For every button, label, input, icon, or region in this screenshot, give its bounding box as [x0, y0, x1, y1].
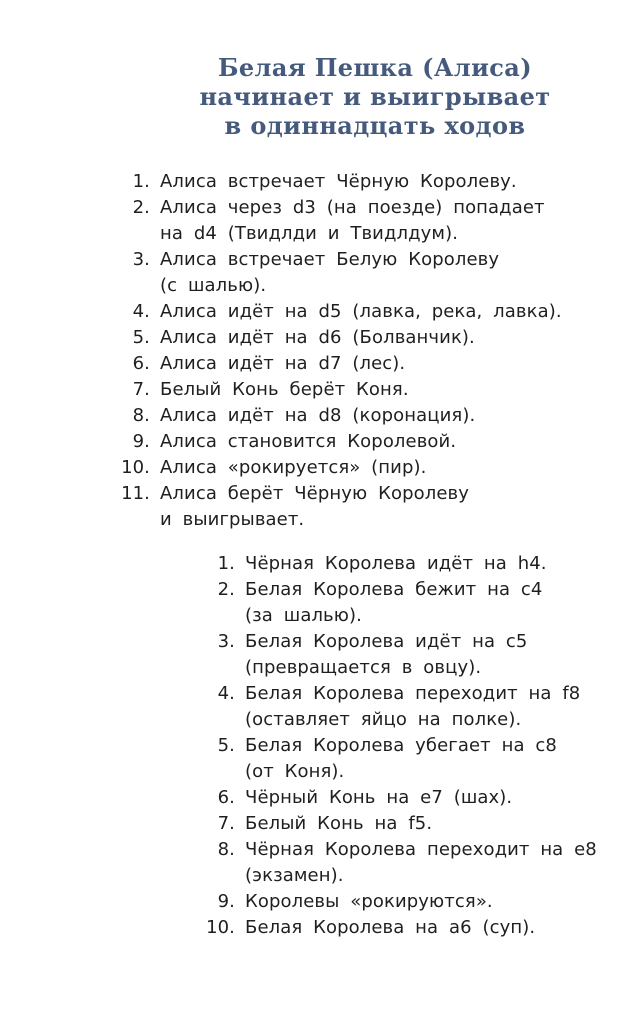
move-text-line: Алиса через d3 (на поезде) попадает [160, 197, 545, 218]
move-number: 5. [132, 327, 150, 348]
black-move-4 [201, 681, 597, 733]
move-text-line: Чёрная Королева переходит на e8 [245, 839, 597, 860]
move-text-line: (оставляет яйцо на полке). [245, 709, 522, 730]
move-text-line: Алиса встречает Чёрную Королеву. [160, 171, 517, 192]
move-number: 7. [217, 813, 235, 834]
move-text-line: (от Коня). [245, 761, 345, 782]
move-number: 2. [132, 197, 150, 218]
black-move-2 [201, 577, 597, 629]
move-number: 9. [217, 891, 235, 912]
move-text-line: и выигрывает. [160, 509, 305, 530]
white-move-1 [116, 169, 562, 195]
white-move-10 [116, 455, 562, 481]
black-move-5 [201, 733, 597, 785]
title-line-1: Белая Пешка (Алиса) [217, 53, 533, 82]
move-text-line: Белая Королева убегает на c8 [245, 735, 557, 756]
title-line-2: начинает и выигрывает [199, 82, 551, 111]
move-number: 8. [132, 405, 150, 426]
black-move-10 [201, 915, 597, 941]
move-number: 3. [132, 249, 150, 270]
move-number: 4. [132, 301, 150, 322]
move-text-line: Алиса идёт на d7 (лес). [160, 353, 406, 374]
black-move-9 [201, 889, 597, 915]
move-text-line: Алиса становится Королевой. [160, 431, 457, 452]
move-text-line: Белый Конь берёт Коня. [160, 379, 409, 400]
move-text-line: Алиса берёт Чёрную Королеву [160, 483, 469, 504]
move-number: 9. [132, 431, 150, 452]
move-text-line: Алиса встречает Белую Королеву [160, 249, 500, 270]
white-move-8 [116, 403, 562, 429]
move-text-line: (с шалью). [160, 275, 267, 296]
white-move-4 [116, 299, 562, 325]
move-text-line: Белый Конь на f5. [245, 813, 433, 834]
move-number: 1. [217, 553, 235, 574]
white-move-2 [116, 195, 562, 247]
move-number: 7. [132, 379, 150, 400]
move-text-line: Белая Королева переходит на f8 [245, 683, 581, 704]
move-number: 5. [217, 735, 235, 756]
move-text-line: Белая Королева идёт на c5 [245, 631, 528, 652]
move-number: 4. [217, 683, 235, 704]
title-line-3: в одиннадцать ходов [224, 111, 526, 140]
move-text-line: (экзамен). [245, 865, 344, 886]
move-number: 2. [217, 579, 235, 600]
black-move-6 [201, 785, 597, 811]
move-number: 1. [132, 171, 150, 192]
move-number: 10. [121, 457, 150, 478]
move-text-line: Белая Королева на a6 (суп). [245, 917, 536, 938]
move-text-line: Чёрная Королева идёт на h4. [245, 553, 547, 574]
move-number: 6. [132, 353, 150, 374]
move-text-line: Белая Королева бежит на c4 [245, 579, 543, 600]
white-moves-list [116, 169, 562, 533]
move-text-line: Алиса «рокируется» (пир). [160, 457, 427, 478]
move-text-line: Алиса идёт на d8 (коронация). [160, 405, 476, 426]
white-move-3 [116, 247, 562, 299]
black-move-7 [201, 811, 597, 837]
page-title [140, 53, 610, 140]
move-number: 3. [217, 631, 235, 652]
move-number: 11. [121, 483, 150, 504]
move-text-line: Королевы «рокируются». [245, 891, 493, 912]
move-number: 8. [217, 839, 235, 860]
move-text-line: (за шалью). [245, 605, 362, 626]
move-text-line: Алиса идёт на d5 (лавка, река, лавка). [160, 301, 562, 322]
black-move-8 [201, 837, 597, 889]
move-number: 6. [217, 787, 235, 808]
black-move-3 [201, 629, 597, 681]
black-moves-list [201, 551, 597, 941]
white-move-5 [116, 325, 562, 351]
white-move-9 [116, 429, 562, 455]
white-move-11 [116, 481, 562, 533]
move-text-line: (превращается в овцу). [245, 657, 482, 678]
white-move-6 [116, 351, 562, 377]
move-text-line: Чёрный Конь на e7 (шах). [245, 787, 513, 808]
move-text-line: на d4 (Твидлди и Твидлдум). [160, 223, 459, 244]
white-move-7 [116, 377, 562, 403]
black-move-1 [201, 551, 597, 577]
move-number: 10. [206, 917, 235, 938]
move-text-line: Алиса идёт на d6 (Болванчик). [160, 327, 475, 348]
